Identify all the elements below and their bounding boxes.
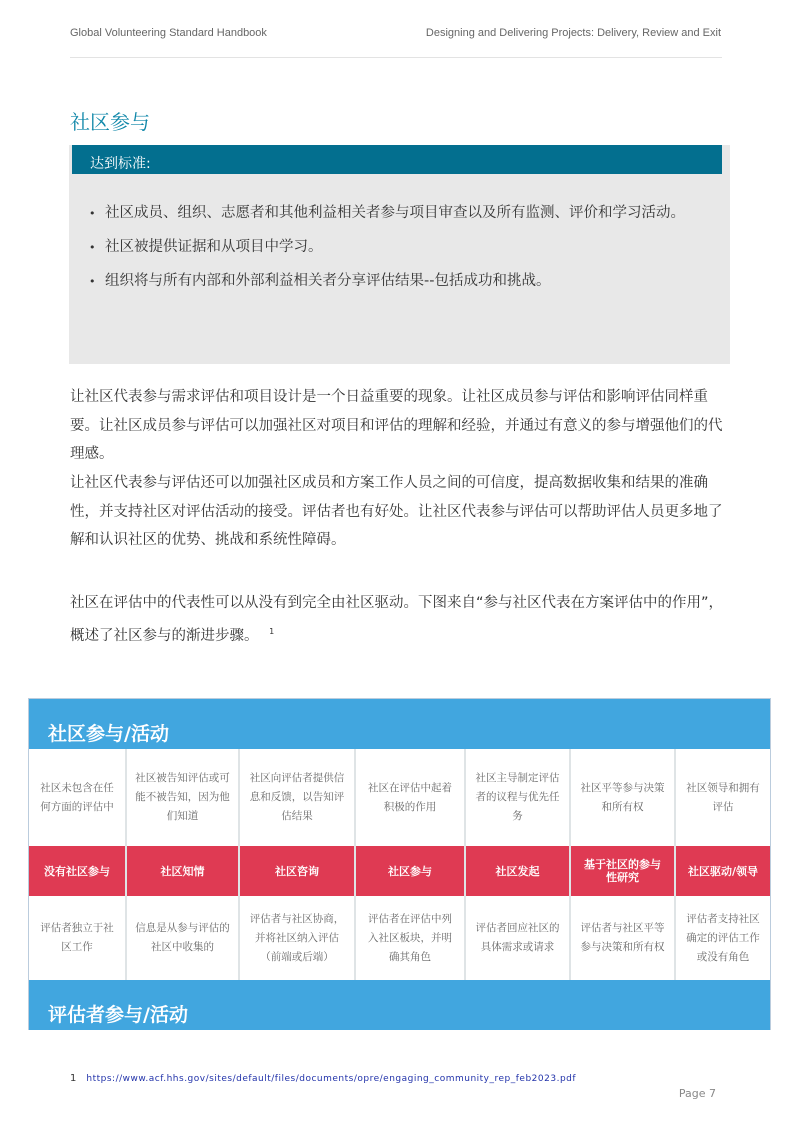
list-item: • 组织将与所有内部和外部利益相关者分享评估结果--包括成功和挑战。 [89, 269, 709, 294]
engagement-figure [28, 698, 771, 1030]
evaluator-cell: 评估者支持社区确定的评估工作或没有角色 [686, 912, 760, 963]
levels-cell: 社区咨询 [240, 846, 356, 896]
page-number: Page 7 [678, 1087, 716, 1100]
standard-list [89, 201, 709, 303]
community-cell: 社区领导和拥有评估 [686, 781, 760, 813]
evaluator-cell: 评估者回应社区的具体需求或请求 [466, 896, 571, 980]
evaluator-cell: 评估者独立于社区工作 [29, 896, 127, 980]
footnote-number: 1 [70, 1073, 77, 1084]
header-divider [70, 57, 722, 58]
evaluator-band: 评估者参与/活动 [29, 980, 770, 1030]
community-cell: 社区向评估者提供信息和反馈，以告知评估结果 [240, 749, 356, 846]
levels-cell: 基于社区的参与性研究 [571, 846, 676, 896]
section-title: 社区参与 [70, 110, 150, 134]
evaluator-cell: 评估者与社区协商，并将社区纳入评估（前端或后端） [240, 896, 356, 980]
community-band: 社区参与/活动 [29, 699, 770, 749]
paragraph-text: 社区在评估中的代表性可以从没有到完全由社区驱动。下图来自“参与社区代表在方案评估中的作用”，概述了社区参与的渐进步骤。 [70, 595, 724, 644]
paragraph: 让社区代表参与需求评估和项目设计是一个日益重要的现象。让社区成员参与评估和影响评估同样重要。让社区成员参与评估可以加强社区对项目和评估的理解和经验，并通过有意义的参与增强他们的代理感。 [70, 389, 723, 462]
levels-cell: 没有社区参与 [29, 846, 127, 896]
paragraph: 让社区代表参与评估还可以加强社区成员和方案工作人员之间的可信度，提高数据收集和结果的准确性，并支持社区对评估活动的接受。评估者也有好处。让社区代表参与评估可以帮助评估人员更多地了解和认识社区的优势、挑战和系统性障碍。 [70, 475, 723, 548]
header-left: Global Volunteering Standard Handbook [70, 27, 267, 39]
header-right: Designing and Delivering Projects: Delivery, Review and Exit [425, 27, 721, 39]
levels-cell: 社区知情 [127, 846, 240, 896]
community-cell: 社区平等参与决策和所有权 [571, 749, 676, 846]
footnote-ref[interactable]: 1 [269, 626, 275, 636]
list-item: • 社区被提供证据和从项目中学习。 [89, 235, 709, 260]
footnote-link[interactable]: https://www.acf.hhs.gov/sites/default/files/documents/opre/engaging_community_rep_feb2023.pdf [86, 1074, 577, 1084]
community-cell: 社区主导制定评估者的议程与优先任务 [466, 749, 571, 846]
levels-cell: 社区发起 [466, 846, 571, 896]
evaluator-cell: 评估者在评估中列入社区板块，并明确其角色 [356, 896, 466, 980]
community-cell: 社区被告知评估或可能不被告知，因为他们知道 [127, 749, 240, 846]
community-cell: 社区在评估中起着积极的作用 [356, 749, 466, 846]
list-item: • 社区成员、组织、志愿者和其他利益相关者参与项目审查以及所有监测、评价和学习活动。 [89, 201, 709, 226]
standard-box [69, 145, 730, 364]
level-row [29, 846, 770, 896]
evaluator-cell: 信息是从参与评估的社区中收集的 [127, 896, 240, 980]
levels-cell: 社区参与 [356, 846, 466, 896]
paragraph [70, 589, 725, 650]
community-row [29, 749, 770, 846]
footnote [70, 1073, 576, 1084]
community-cell: 社区未包含在任何方面的评估中 [29, 749, 127, 846]
evaluator-cell: 评估者与社区平等参与决策和所有权 [571, 896, 676, 980]
levels-cell: 社区驱动/领导 [676, 846, 770, 896]
standard-heading: 达到标准: [72, 145, 722, 174]
evaluator-row [29, 896, 770, 980]
